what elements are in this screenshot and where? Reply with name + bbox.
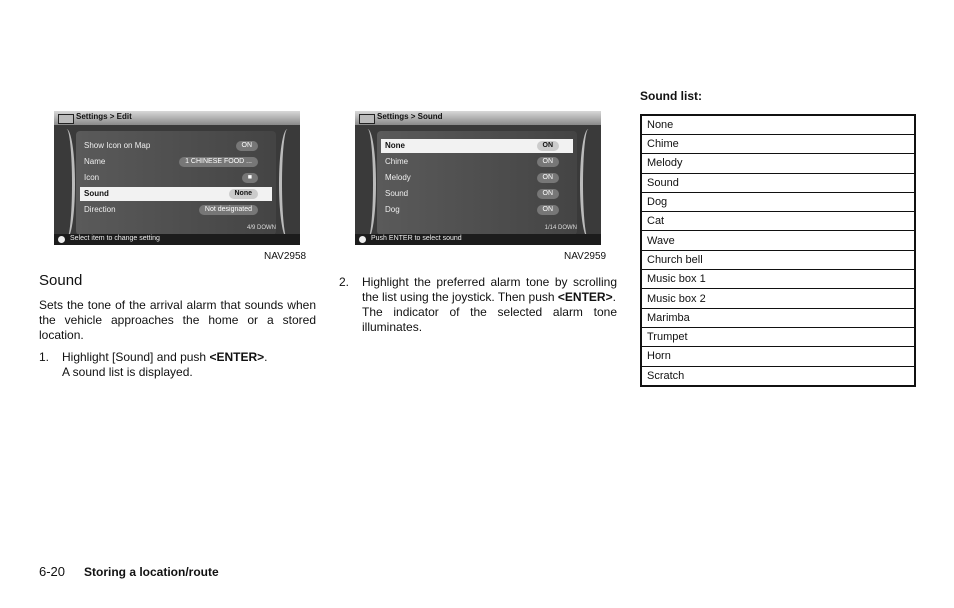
image-code: NAV2959 <box>564 251 607 262</box>
status-message: Select item to change setting <box>70 235 160 242</box>
step-text-end: . <box>612 290 616 304</box>
sound-indicator: ON <box>537 189 560 199</box>
table-row <box>641 366 915 386</box>
table-cell: Music box 1 <box>641 270 915 289</box>
step-2 <box>339 275 617 355</box>
table-cell: Church bell <box>641 250 915 269</box>
table-row <box>641 250 915 269</box>
step-text: Highlight [Sound] and push <box>62 350 210 364</box>
step-number: 2. <box>339 275 350 289</box>
nav-logo-icon <box>58 114 74 124</box>
setting-row-selected[interactable] <box>80 187 272 201</box>
step-result: A sound list is displayed. <box>62 365 193 379</box>
sound-row[interactable] <box>381 155 573 169</box>
right-arc-decoration <box>580 129 597 239</box>
sound-row[interactable] <box>381 187 573 201</box>
setting-value: Not designated <box>199 205 258 215</box>
step-result: The indicator of the selected alarm tone illuminates. <box>362 305 617 334</box>
sound-indicator: ON <box>537 157 560 167</box>
setting-value: 1 CHINESE FOOD ... <box>179 157 258 167</box>
sound-label: None <box>385 141 405 150</box>
table-row <box>641 327 915 346</box>
page-indicator: 1/14 DOWN <box>544 225 577 231</box>
table-cell: Music box 2 <box>641 289 915 308</box>
table-row <box>641 212 915 231</box>
status-message: Push ENTER to select sound <box>371 235 462 242</box>
table-cell: Scratch <box>641 366 915 386</box>
nav-screen-edit <box>54 111 300 245</box>
table-cell: Dog <box>641 192 915 211</box>
table-row <box>641 289 915 308</box>
screen-title: Settings > Edit <box>76 112 132 121</box>
table-cell: Sound <box>641 173 915 192</box>
table-cell: Horn <box>641 347 915 366</box>
setting-label: Icon <box>84 173 100 182</box>
setting-value: ■ <box>242 173 258 183</box>
step-text-end: . <box>264 350 268 364</box>
right-arc-decoration <box>279 129 296 239</box>
sound-list-table <box>640 114 916 387</box>
nav-logo-icon <box>359 114 375 124</box>
info-icon <box>58 236 65 243</box>
intro-paragraph: Sets the tone of the arrival alarm that sounds when the vehicle approaches the home or a stored location. <box>39 298 316 342</box>
table-row <box>641 308 915 327</box>
status-bar <box>54 234 300 245</box>
table-row <box>641 231 915 250</box>
table-row <box>641 173 915 192</box>
step-number: 1. <box>39 350 50 364</box>
chapter-title: Storing a location/route <box>84 565 219 579</box>
sound-row[interactable] <box>381 171 573 185</box>
table-row <box>641 347 915 366</box>
status-bar <box>355 234 601 245</box>
table-cell: Trumpet <box>641 327 915 346</box>
image-code: NAV2958 <box>264 251 307 262</box>
table-row <box>641 154 915 173</box>
sound-label: Dog <box>385 205 400 214</box>
table-cell: Wave <box>641 231 915 250</box>
setting-row[interactable] <box>80 171 272 185</box>
table-cell: Marimba <box>641 308 915 327</box>
screen-title-bar <box>355 111 601 125</box>
enter-key: <ENTER> <box>557 290 613 304</box>
setting-label: Sound <box>84 189 109 198</box>
sound-list-title: Sound list: <box>640 89 702 103</box>
sound-indicator: ON <box>537 205 560 215</box>
enter-key: <ENTER> <box>209 350 265 364</box>
sound-label: Melody <box>385 173 411 182</box>
setting-label: Show Icon on Map <box>84 141 151 150</box>
left-arc-decoration <box>58 129 75 239</box>
step-1 <box>39 350 316 382</box>
table-row <box>641 135 915 154</box>
screen-title: Settings > Sound <box>377 112 443 121</box>
info-icon <box>359 236 366 243</box>
nav-screen-sound <box>355 111 601 245</box>
page-number: 6-20 <box>39 564 66 579</box>
table-cell: None <box>641 115 915 135</box>
setting-row[interactable] <box>80 203 272 217</box>
left-arc-decoration <box>359 129 376 239</box>
table-cell: Cat <box>641 212 915 231</box>
setting-label: Name <box>84 157 106 166</box>
screen-title-bar <box>54 111 300 125</box>
table-cell: Melody <box>641 154 915 173</box>
section-heading: Sound <box>39 272 83 289</box>
page-indicator: 4/9 DOWN <box>246 225 276 231</box>
table-cell: Chime <box>641 135 915 154</box>
sound-indicator: ON <box>537 173 560 183</box>
setting-label: Direction <box>84 205 116 214</box>
table-row <box>641 270 915 289</box>
setting-row[interactable] <box>80 139 272 153</box>
sound-indicator: ON <box>537 141 560 151</box>
sound-row[interactable] <box>381 203 573 217</box>
step-text: Highlight the preferred alarm tone by scrolling the list using the joystick. Then push <box>362 275 617 304</box>
table-row <box>641 192 915 211</box>
sound-row-selected[interactable] <box>381 139 573 153</box>
setting-value: ON <box>236 141 259 151</box>
sound-label: Chime <box>385 157 409 166</box>
table-row <box>641 115 915 135</box>
setting-row[interactable] <box>80 155 272 169</box>
setting-value: None <box>229 189 259 199</box>
sound-label: Sound <box>385 189 409 198</box>
